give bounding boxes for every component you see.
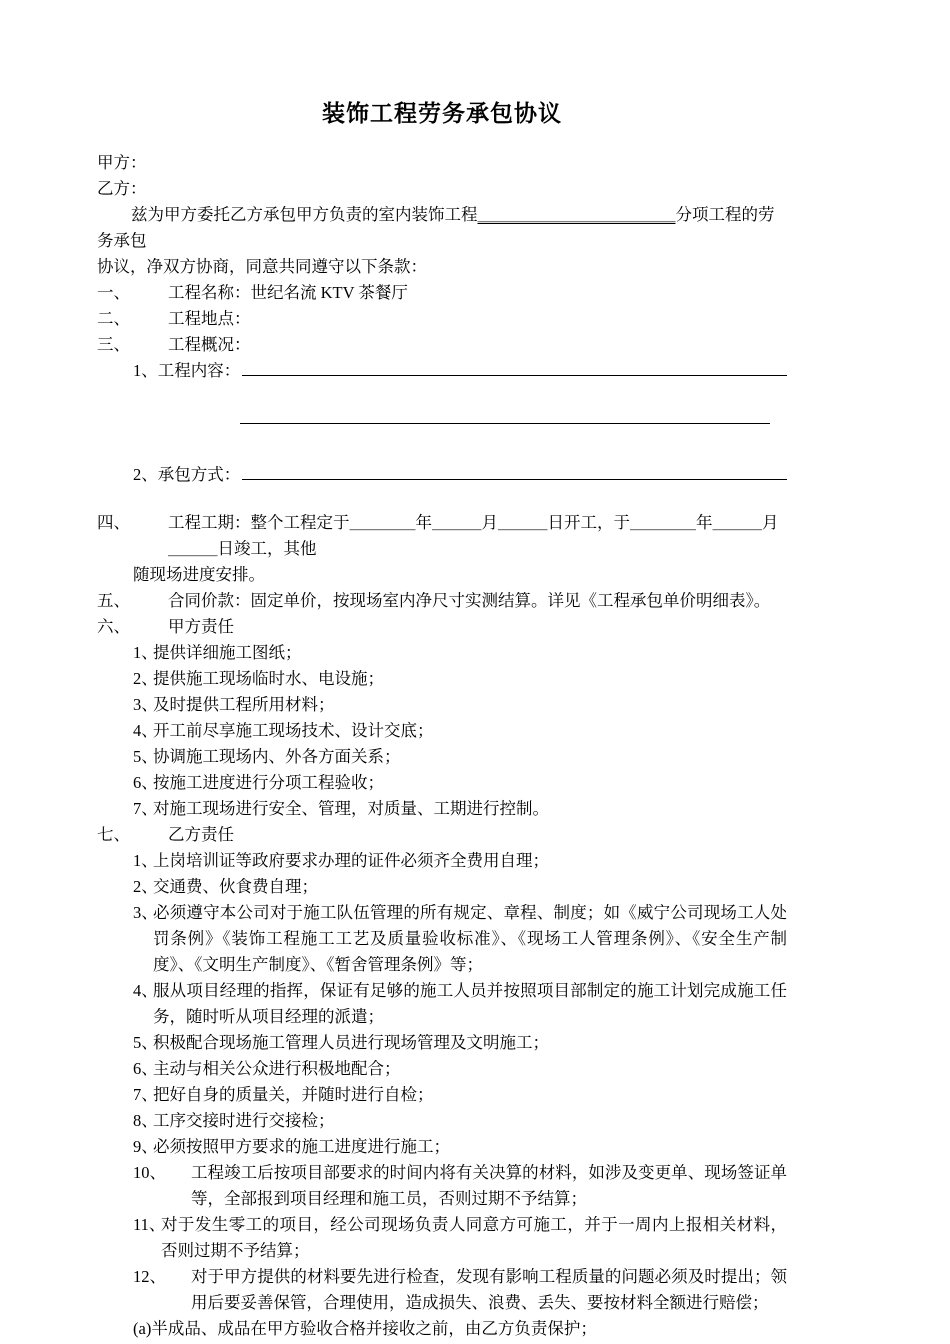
list-item xyxy=(133,1212,787,1264)
section-marker: 五、 xyxy=(97,590,130,610)
party-a-duty-list xyxy=(97,640,787,822)
section-marker: 七、 xyxy=(97,824,130,844)
list-item xyxy=(133,1082,787,1108)
list-item-marker: 9、 xyxy=(133,1136,158,1156)
party-b-duty-list xyxy=(97,848,787,1342)
list-item-text: 工程竣工后按项目部要求的时间内将有关决算的材料，如涉及变更单、现场签证单等，全部报到项目经理和施工员，否则过期不予结算； xyxy=(191,1162,787,1208)
section-party-a-duties xyxy=(97,614,787,640)
list-item-marker: 4、 xyxy=(133,720,158,740)
section-text: 工程工期：整个工程定于＿＿＿＿年＿＿＿月＿＿＿日开工，于＿＿＿＿年＿＿＿月＿＿＿日竣工，其他 xyxy=(168,512,779,558)
overview-item-contract-mode xyxy=(133,462,787,488)
list-item xyxy=(133,640,787,666)
page-title: 装饰工程劳务承包协议 xyxy=(322,101,562,126)
list-item-marker: 12、 xyxy=(133,1266,166,1286)
section-project-overview xyxy=(97,332,787,358)
list-item xyxy=(133,692,787,718)
list-item xyxy=(133,718,787,744)
overview-item-content xyxy=(133,358,787,384)
list-item-text: 及时提供工程所用材料； xyxy=(153,694,335,714)
list-item xyxy=(133,1030,787,1056)
list-item-text: 服从项目经理的指挥，保证有足够的施工人员并按照项目部制定的施工计划完成施工任务，随时听从项目经理的派遣； xyxy=(153,980,787,1026)
list-item-marker: 10、 xyxy=(133,1162,166,1182)
list-item xyxy=(133,1134,787,1160)
list-item-text: 必须遵守本公司对于施工队伍管理的所有规定、章程、制度；如《威宁公司现场工人处罚条例》《装饰工程施工工艺及质量验收标准》、《现场工人管理条例》、《安全生产制度》、《文明生产制度》、《暂舍管理条例》等； xyxy=(153,902,787,974)
preamble-line-2: 协议，净双方协商，同意共同遵守以下条款： xyxy=(97,256,427,276)
party-b-label: 乙方： xyxy=(97,178,147,198)
list-item-text: 主动与相关公众进行积极地配合； xyxy=(153,1058,401,1078)
list-item-marker: 3、 xyxy=(133,902,158,922)
list-item-label: 工程内容： xyxy=(157,360,241,380)
section-text: 工程地点： xyxy=(168,308,251,328)
list-item xyxy=(133,1056,787,1082)
list-item xyxy=(133,900,787,978)
section-project-duration xyxy=(97,510,787,562)
list-item-marker: 5、 xyxy=(133,1032,158,1052)
list-item-text: 开工前尽享施工现场技术、设计交底； xyxy=(153,720,434,740)
list-item-text: 按施工进度进行分项工程验收； xyxy=(153,772,384,792)
list-item-text: 对于发生零工的项目，经公司现场负责人同意方可施工，并于一周内上报相关材料，否则过期不予结算； xyxy=(161,1214,787,1260)
section-text: 工程概况： xyxy=(168,334,251,354)
list-item-marker: 4、 xyxy=(133,980,158,1000)
list-item-marker: 3、 xyxy=(133,694,158,714)
list-item xyxy=(133,848,787,874)
list-item xyxy=(133,874,787,900)
list-item xyxy=(133,1108,787,1134)
list-item-marker: 2、 xyxy=(133,668,158,688)
list-item-text: 对于甲方提供的材料要先进行检查，发现有影响工程质量的问题必须及时提出；领用后要妥善保管，合理使用，造成损失、浪费、丢失、要按材料全额进行赔偿； xyxy=(191,1266,787,1312)
list-item-label: 承包方式： xyxy=(157,464,241,484)
document-body xyxy=(97,0,787,1342)
preamble-line-1 xyxy=(97,202,787,254)
section-text: 乙方责任 xyxy=(168,824,234,844)
list-item-marker: 1、 xyxy=(133,850,158,870)
project-name-blank[interactable]: ＿＿＿＿＿＿＿＿＿＿＿＿ xyxy=(477,204,676,224)
list-item xyxy=(133,666,787,692)
list-item-marker: 11、 xyxy=(133,1214,166,1234)
list-item-marker: 1、 xyxy=(133,642,158,662)
project-content-blank-line-1[interactable] xyxy=(242,358,787,376)
list-item-marker: 5、 xyxy=(133,746,158,766)
section-text: 工程名称：世纪名流 KTV 茶餐厅 xyxy=(168,282,408,302)
preamble-text-after: 分项工程的劳务承包 xyxy=(97,204,775,250)
list-item xyxy=(133,770,787,796)
list-item-marker: 6、 xyxy=(133,1058,158,1078)
section-marker: 三、 xyxy=(97,334,130,354)
list-item-text: 交通费、伙食费自理； xyxy=(153,876,318,896)
section-party-b-duties xyxy=(97,822,787,848)
list-item-text: 协调施工现场内、外各方面关系； xyxy=(153,746,401,766)
list-item-text: 提供施工现场临时水、电设施； xyxy=(153,668,384,688)
section-marker: 二、 xyxy=(97,308,130,328)
list-item xyxy=(133,978,787,1030)
list-item-marker: 1、 xyxy=(133,360,158,380)
section-marker: 一、 xyxy=(97,282,130,302)
contract-mode-blank-line[interactable] xyxy=(242,462,787,480)
section-contract-price xyxy=(97,588,787,614)
section-project-duration-continuation: 随现场进度安排。 xyxy=(133,564,265,584)
list-item-marker: 2、 xyxy=(133,464,158,484)
section-text: 合同价款：固定单价，按现场室内净尺寸实测结算。详见《工程承包单价明细表》。 xyxy=(168,590,771,610)
list-item-marker: 6、 xyxy=(133,772,158,792)
list-item-text: 对施工现场进行安全、管理，对质量、工期进行控制。 xyxy=(153,798,549,818)
list-item xyxy=(133,1160,787,1212)
section-text: 甲方责任 xyxy=(168,616,234,636)
list-item-marker: 2、 xyxy=(133,876,158,896)
section-project-location xyxy=(97,306,787,332)
list-item-text: 上岗培训证等政府要求办理的证件必须齐全费用自理； xyxy=(153,850,549,870)
list-item-text: 提供详细施工图纸； xyxy=(153,642,302,662)
list-item-sub-clause-a: (a)半成品、成品在甲方验收合格并接收之前，由乙方负责保护； xyxy=(133,1318,597,1338)
list-item-text: 积极配合现场施工管理人员进行现场管理及文明施工； xyxy=(153,1032,549,1052)
party-a-label: 甲方： xyxy=(97,152,147,172)
list-item xyxy=(133,744,787,770)
list-item-marker: 7、 xyxy=(133,1084,158,1104)
list-item xyxy=(133,796,787,822)
list-item-text: 工序交接时进行交接检； xyxy=(153,1110,335,1130)
list-item-marker: 7、 xyxy=(133,798,158,818)
list-item-marker: 8、 xyxy=(133,1110,158,1130)
section-project-name xyxy=(97,280,787,306)
preamble-text-before: 兹为甲方委托乙方承包甲方负责的室内装饰工程 xyxy=(131,204,478,224)
section-marker: 四、 xyxy=(97,512,130,532)
list-item xyxy=(133,1264,787,1316)
section-marker: 六、 xyxy=(97,616,130,636)
list-item-text: 必须按照甲方要求的施工进度进行施工； xyxy=(153,1136,450,1156)
list-item-text: 把好自身的质量关，并随时进行自检； xyxy=(153,1084,434,1104)
